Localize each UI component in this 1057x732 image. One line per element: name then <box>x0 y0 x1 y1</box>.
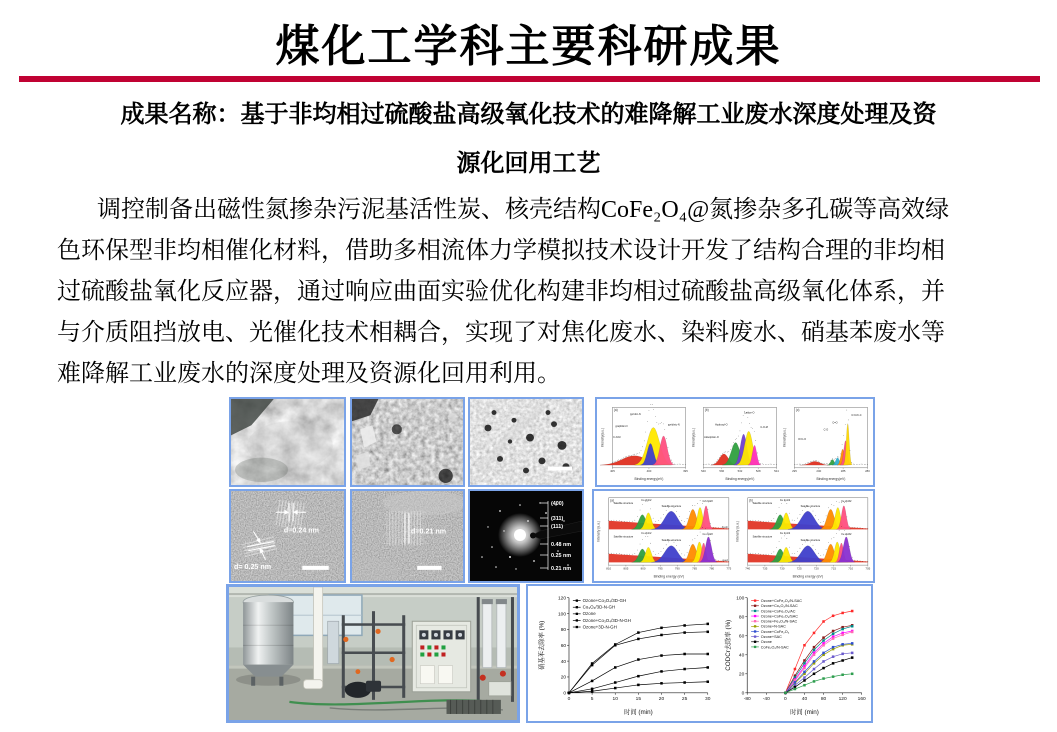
svg-text:395: 395 <box>682 469 688 474</box>
svg-text:0: 0 <box>741 691 744 697</box>
svg-text:60: 60 <box>738 634 744 640</box>
paragraph-line: 色环保型非均相催化材料，借助多相流体力学模拟技术设计开发了结构合理的非均相 <box>57 238 945 264</box>
cabinet-paper <box>438 666 452 684</box>
pilot-plant-art <box>229 587 517 720</box>
scale-bar <box>417 566 441 570</box>
svg-text:400: 400 <box>646 469 651 474</box>
svg-text:Ozone+Co₃O₄/N-SAC: Ozone+Co₃O₄/N-SAC <box>760 603 798 608</box>
svg-text:780: 780 <box>709 566 715 571</box>
tem-hole2 <box>439 469 453 483</box>
svg-text:800: 800 <box>640 566 646 571</box>
svg-text:Co₃O₄/3D-N-GH: Co₃O₄/3D-N-GH <box>582 604 616 610</box>
svg-text:536: 536 <box>718 469 724 474</box>
ring-label: 0.21 nm <box>551 566 572 572</box>
svg-text:Satellite structure: Satellite structure <box>752 535 772 539</box>
svg-text:Fe 2p1/2: Fe 2p1/2 <box>779 499 790 503</box>
svg-text:时间 (min): 时间 (min) <box>624 708 653 716</box>
svg-text:25: 25 <box>681 696 688 702</box>
svg-text:Ozone: Ozone <box>582 610 596 616</box>
sem-dark-blob <box>235 458 288 482</box>
svg-text:-80: -80 <box>743 696 751 702</box>
hrtem-image-1 <box>229 489 346 583</box>
svg-text:20: 20 <box>738 672 744 678</box>
svg-text:295: 295 <box>791 469 797 474</box>
svg-text:120: 120 <box>557 595 567 601</box>
charts-panel <box>526 584 873 723</box>
svg-text:Binding energy (eV): Binding energy (eV) <box>792 574 823 579</box>
svg-text:705: 705 <box>864 566 870 571</box>
svg-text:40: 40 <box>801 696 807 702</box>
svg-text:730: 730 <box>779 566 784 571</box>
xps-n1s-spectrum <box>600 400 689 484</box>
cod-removal-chart <box>722 589 869 719</box>
nitrobenzene-removal-chart <box>536 589 716 719</box>
svg-text:Intensity(a.u.): Intensity(a.u.) <box>782 427 787 448</box>
svg-text:710: 710 <box>847 566 853 571</box>
xps-o1s-spectrum <box>691 400 780 484</box>
pump-motor <box>366 681 381 692</box>
svg-text:405: 405 <box>609 469 615 474</box>
svg-text:Ozone+CoFe₂O₄/SAC: Ozone+CoFe₂O₄/SAC <box>760 613 798 618</box>
svg-text:CODCr去除率 (%): CODCr去除率 (%) <box>724 619 732 671</box>
svg-text:Ozone+CoFe₂O₄: Ozone+CoFe₂O₄ <box>760 629 789 634</box>
svg-text:Co 2p1/2: Co 2p1/2 <box>641 532 652 536</box>
svg-text:Satellite structure: Satellite structure <box>613 501 634 505</box>
svg-text:10: 10 <box>612 696 618 702</box>
svg-text:C-O: C-O <box>823 428 828 432</box>
svg-text:60: 60 <box>560 643 567 649</box>
svg-text:740: 740 <box>744 566 750 571</box>
saed-art <box>470 491 582 581</box>
svg-text:290: 290 <box>815 469 821 474</box>
paragraph-line: 过硫酸盐氧化反应器，通过响应曲面实验优化构建非均相过硫酸盐高级氧化体系，并 <box>57 279 945 305</box>
svg-text:Ozone: Ozone <box>760 639 772 644</box>
xps-fe2p-spectrum <box>735 492 872 580</box>
pilot-plant-photo <box>226 584 520 723</box>
svg-text:Fe 2p3/2: Fe 2p3/2 <box>840 532 851 536</box>
svg-text:O=C-O: O=C-O <box>797 438 806 442</box>
svg-text:Ozone+CoFe₂O₄/N-SAC: Ozone+CoFe₂O₄/N-SAC <box>760 598 802 603</box>
svg-text:Satellite structure: Satellite structure <box>661 505 682 509</box>
svg-text:Ozone+Fe₃O₄/N-SAC: Ozone+Fe₃O₄/N-SAC <box>760 619 797 624</box>
svg-text:Fe 2p3/2: Fe 2p3/2 <box>840 499 851 503</box>
xps-co2p-spectrum <box>596 492 733 580</box>
svg-text:280: 280 <box>864 469 870 474</box>
svg-text:(a): (a) <box>613 407 618 412</box>
beam-stopper-tip <box>530 533 536 539</box>
svg-text:795: 795 <box>657 566 663 571</box>
svg-text:Ozone+Co₃O₄/3D-GH: Ozone+Co₃O₄/3D-GH <box>582 597 627 603</box>
svg-text:725: 725 <box>796 566 802 571</box>
white-pipe-elbow <box>304 680 323 689</box>
svg-text:Adsorption-O: Adsorption-O <box>703 435 719 439</box>
svg-text:Co 2p3/2: Co 2p3/2 <box>702 532 713 536</box>
paragraph-line: 难降解工业废水的深度处理及资源化回用利用。 <box>57 361 561 387</box>
svg-text:Co 2p3/2: Co 2p3/2 <box>702 499 713 503</box>
cabinet-paper <box>420 666 434 684</box>
svg-text:40: 40 <box>738 653 744 659</box>
svg-text:(a): (a) <box>610 498 615 503</box>
achievement-heading-line1: 成果名称：基于非均相过硫酸盐高级氧化技术的难降解工业废水深度处理及资 <box>120 101 937 128</box>
svg-text:Satellite structure: Satellite structure <box>661 538 682 542</box>
svg-text:Binding energy(eV): Binding energy(eV) <box>724 477 754 482</box>
tem-hole1 <box>392 424 402 434</box>
paragraph-line: 与介质阻挡放电、光催化技术相耦合，实现了对焦化废水、染料废水、硝基苯废水等 <box>57 320 945 346</box>
svg-text:-40: -40 <box>762 696 770 702</box>
svg-text:pyrrolic-N: pyrrolic-N <box>629 412 641 416</box>
svg-text:pyridinic-N: pyridinic-N <box>667 423 680 427</box>
svg-text:524: 524 <box>773 469 779 474</box>
svg-text:715: 715 <box>830 566 836 571</box>
svg-text:80: 80 <box>820 696 826 702</box>
xps-c1s-spectrum <box>782 400 871 484</box>
d-spacing-label: d= 0.25 nm <box>234 562 272 571</box>
svg-text:720: 720 <box>813 566 819 571</box>
svg-text:(b): (b) <box>748 498 753 503</box>
svg-text:Binding energy (eV): Binding energy (eV) <box>653 574 684 579</box>
sem-image-1 <box>229 397 346 487</box>
svg-text:Ozone+N-SAC: Ozone+N-SAC <box>760 624 786 629</box>
svg-text:fresh: fresh <box>721 526 728 530</box>
svg-text:285: 285 <box>840 469 845 474</box>
svg-text:Ozone+3D-N-GH: Ozone+3D-N-GH <box>582 623 617 629</box>
scale-bar <box>548 467 572 471</box>
svg-text:120: 120 <box>838 696 847 702</box>
xps-panel-2 <box>592 489 875 583</box>
svg-text:540: 540 <box>700 469 706 474</box>
svg-text:Intensity (a.u.): Intensity (a.u.) <box>735 521 740 542</box>
d-spacing-label: d=0.21 nm <box>411 527 447 536</box>
tem-porous-art <box>470 399 582 485</box>
svg-text:Satellite structure: Satellite structure <box>800 505 820 509</box>
svg-text:Ozone+CoFe₂O₄/AC: Ozone+CoFe₂O₄/AC <box>760 608 796 613</box>
hrtem-image-2 <box>350 489 465 583</box>
svg-text:20: 20 <box>658 696 665 702</box>
svg-text:Intensity (a.u.): Intensity (a.u.) <box>596 521 601 542</box>
svg-text:790: 790 <box>674 566 680 571</box>
ring-label: (111) <box>551 524 563 530</box>
ring-label: (311) <box>551 516 564 522</box>
svg-text:160: 160 <box>857 696 866 702</box>
svg-text:80: 80 <box>738 614 744 620</box>
tank-body <box>243 602 293 664</box>
ring-label: 0.48 nm <box>551 542 572 548</box>
d-spacing-label: d=0.24 nm <box>283 526 319 535</box>
svg-text:Ozone+SAC: Ozone+SAC <box>760 634 782 639</box>
svg-text:Binding energy(eV): Binding energy(eV) <box>815 477 845 482</box>
column-back <box>328 621 339 663</box>
svg-text:785: 785 <box>692 566 697 571</box>
svg-text:100: 100 <box>557 611 567 617</box>
tem-bright-particle <box>448 413 456 421</box>
svg-text:C=C/C-C: C=C/C-C <box>850 414 862 418</box>
svg-text:805: 805 <box>623 566 629 571</box>
svg-text:775: 775 <box>726 566 732 571</box>
svg-text:0: 0 <box>567 696 571 702</box>
svg-text:5: 5 <box>590 696 594 702</box>
svg-text:(c): (c) <box>795 407 800 412</box>
white-pipe <box>314 587 323 686</box>
svg-text:C=O: C=O <box>831 421 838 425</box>
svg-text:Co 2p1/2: Co 2p1/2 <box>641 499 652 503</box>
svg-text:80: 80 <box>560 627 567 633</box>
paragraph-line: 调控制备出磁性氮掺杂污泥基活性炭、核壳结构CoFe₂O₄@氮掺杂多孔碳等高效绿 <box>97 197 950 223</box>
tem-image-1 <box>350 397 465 487</box>
svg-text:Satellite structure: Satellite structure <box>752 501 772 505</box>
svg-text:Satellite structure: Satellite structure <box>613 535 634 539</box>
achievement-heading <box>28 90 1029 188</box>
title-accent-rule <box>19 76 1040 82</box>
svg-text:(b): (b) <box>704 407 709 412</box>
svg-text:15: 15 <box>635 696 642 702</box>
page-title: 煤化工学科主要科研成果 <box>275 22 782 71</box>
tem-porous-image <box>468 397 584 487</box>
svg-text:30: 30 <box>705 696 711 702</box>
svg-text:C-N-M: C-N-M <box>612 435 620 439</box>
svg-text:Ozone+Co₃O₄/3D-N-GH: Ozone+Co₃O₄/3D-N-GH <box>582 617 631 623</box>
scale-bar <box>302 566 328 570</box>
tem-image-1-art <box>352 399 463 485</box>
svg-text:Hydroxyl-O: Hydroxyl-O <box>714 423 728 427</box>
svg-text:Lattice-O: Lattice-O <box>743 411 754 415</box>
svg-text:735: 735 <box>761 566 767 571</box>
svg-text:810: 810 <box>606 566 612 571</box>
svg-text:528: 528 <box>755 469 761 474</box>
svg-text:40: 40 <box>560 659 567 665</box>
svg-text:20: 20 <box>560 675 567 681</box>
beam-center <box>514 529 526 541</box>
hrtem2-art <box>352 491 463 581</box>
svg-text:graphitic-N: graphitic-N <box>614 424 627 428</box>
tank-leg <box>251 677 255 686</box>
tank-leg <box>279 677 283 686</box>
svg-text:硝基苯去除率 (%): 硝基苯去除率 (%) <box>538 620 546 670</box>
svg-text:C-O-M: C-O-M <box>759 426 768 430</box>
svg-text:532: 532 <box>737 469 742 474</box>
hrtem1-art <box>231 491 344 581</box>
svg-text:Binding energy(eV): Binding energy(eV) <box>633 477 663 482</box>
svg-text:Satellite structure: Satellite structure <box>800 538 820 542</box>
svg-text:Intensity(a.u.): Intensity(a.u.) <box>691 427 696 448</box>
svg-text:0: 0 <box>783 696 787 702</box>
achievement-heading-line2: 源化回用工艺 <box>456 150 601 177</box>
svg-text:CoFe₂O₄/N-SAC: CoFe₂O₄/N-SAC <box>760 644 789 649</box>
svg-text:100: 100 <box>735 595 744 601</box>
svg-text:Intensity(a.u.): Intensity(a.u.) <box>600 427 605 448</box>
ring-label: 0.25 nm <box>551 553 572 559</box>
saed-image <box>468 489 584 583</box>
svg-text:0: 0 <box>563 691 567 697</box>
sem-image-1-art <box>231 399 344 485</box>
svg-text:时间 (min): 时间 (min) <box>789 708 819 716</box>
ring-label: (400) <box>551 501 564 507</box>
lattice-patch1 <box>274 499 306 529</box>
svg-text:Fe 2p1/2: Fe 2p1/2 <box>779 532 790 536</box>
xps-panel-1 <box>595 397 875 487</box>
achievement-paragraph <box>57 190 1021 395</box>
svg-text:used: used <box>722 559 728 563</box>
